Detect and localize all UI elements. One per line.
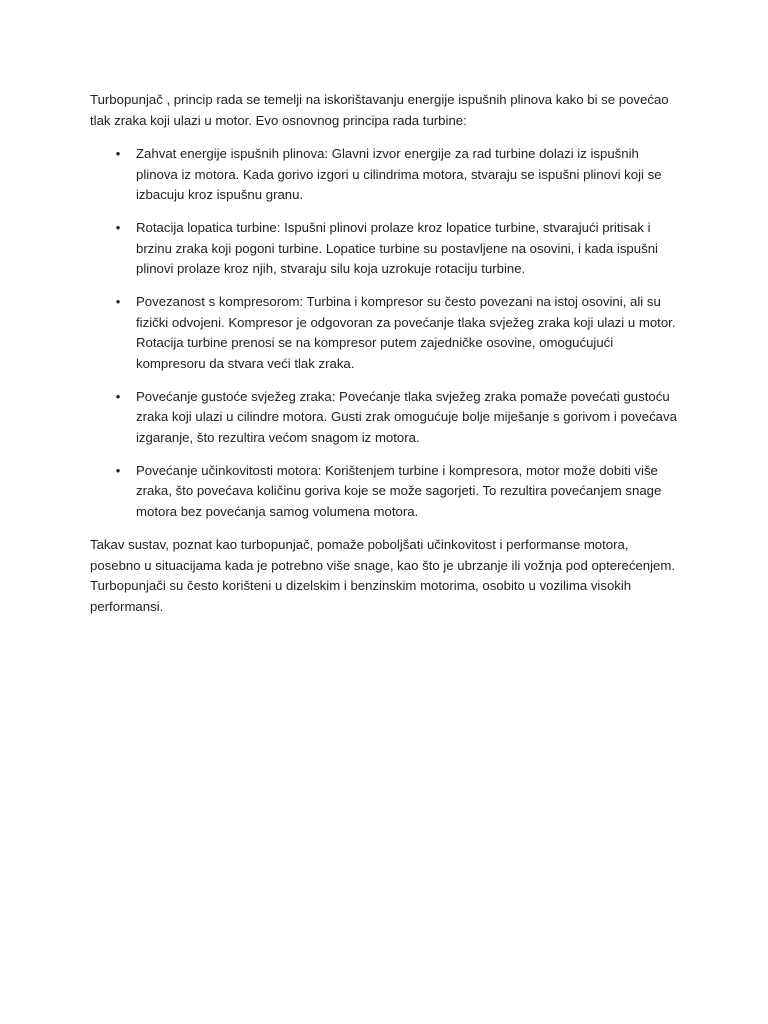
intro-paragraph: Turbopunjač , princip rada se temelji na iskorištavanju energije ispušnih plinova kako bi se povećao tlak zraka koji ulazi u motor. Evo osnovnog principa rada turbine: — [90, 92, 669, 128]
list-item — [90, 292, 680, 374]
list-item-text: Povezanost s kompresorom: Turbina i kompresor su često povezani na istoj osovini, ali su fizički odvojeni. Kompresor je odgovoran za povećanje tlaka svježeg zraka koji ulazi u motor. Rotacija turbine prenosi se na kompresor putem zajedničke osovine, omogućujući kompresoru da stvara veći tlak zraka. — [136, 294, 676, 371]
bullet-icon: • — [115, 220, 121, 235]
bullet-icon: • — [115, 294, 121, 309]
list-item — [90, 461, 680, 523]
bullet-icon: • — [115, 146, 121, 161]
list-item-text: Povećanje učinkovitosti motora: Korištenjem turbine i kompresora, motor može dobiti više zraka, što povećava količinu goriva koje se može sagorjeti. To rezultira povećanjem snage motora bez povećanja samog volumena motora. — [136, 462, 662, 519]
bullet-icon: • — [115, 388, 121, 404]
list-item-text: Povećanje gustoće svježeg zraka: Povećanje tlaka svježeg zraka pomaže povećati gustoću zraka koji ulazi u cilindre motora. Gusti zrak omogućuje bolje miješanje s gorivom i povećava izgaranje, što rezultira većom snagom iz motora. — [136, 388, 677, 445]
principle-list — [90, 144, 680, 522]
list-item-text: Rotacija lopatica turbine: Ispušni plinovi prolaze kroz lopatice turbine, stvarajući pritisak i brzinu zraka koji pogoni turbine. Lopatice turbine su postavljene na osovini, i kada ispušni plinovi prolaze kroz njih, stvaraju silu koja uzrokuje rotaciju turbine. — [136, 220, 658, 276]
conclusion-paragraph: Takav sustav, poznat kao turbopunjač, pomaže poboljšati učinkovitost i performanse motora, posebno u situacijama kada je potrebno više snage, kao što je ubrzanje ili vožnja pod opterećenjem. Turbopunjači su često korišteni u dizelskim i benzinskim motorima, osobito u vozilima visokih performansi. — [90, 537, 676, 614]
bullet-icon: • — [115, 462, 121, 478]
list-item — [90, 144, 680, 206]
document-page — [90, 90, 680, 630]
list-item-text: Zahvat energije ispušnih plinova: Glavni izvor energije za rad turbine dolazi iz ispušnih plinova iz motora. Kada gorivo izgori u cilindrima motora, stvaraju se ispušni plinovi koji se izbacuju kroz ispušnu granu. — [136, 146, 662, 202]
list-item — [90, 387, 680, 449]
list-item — [90, 218, 680, 280]
